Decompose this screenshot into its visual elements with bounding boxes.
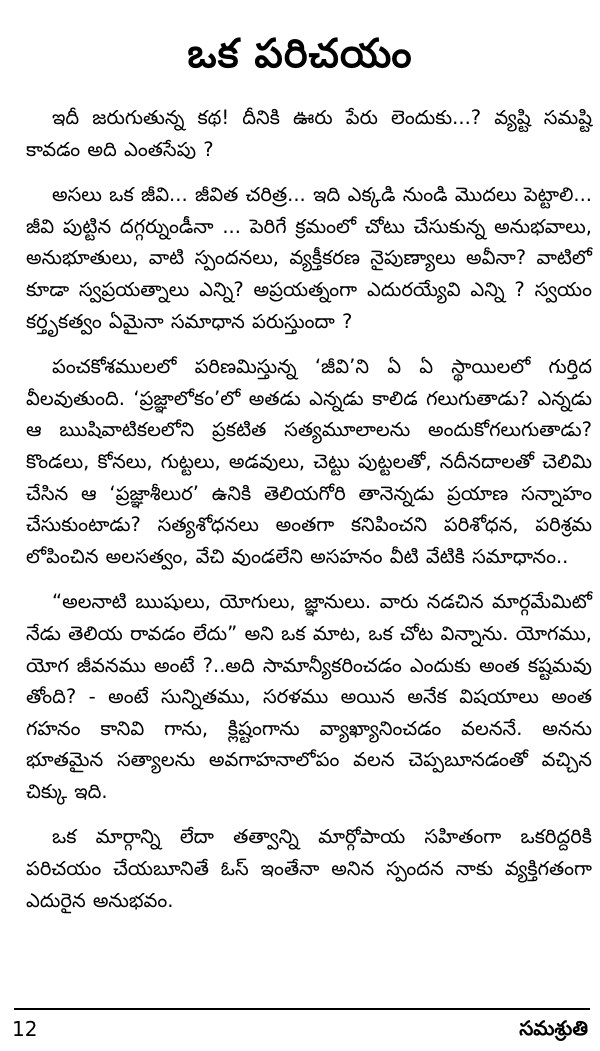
paragraph-2: అసలు ఒక జీవి... జీవిత చరిత్ర... ఇది ఎక్కడి నుండి మొదలు పెట్టాలి... జీవి పుట్టిన దగ్గర్నుండీనా ... పెరిగే క్రమంలో చోటు చేసుకున్న అనుభవాలు, అనుభూతులు, వాటి స్పందనలు, వ్యక్తీకరణ నైపుణ్యాలు అవీనా? వాటిలో కూడా స్వప్రయత్నాలు ఎన్ని? అప్రయత్నంగా ఎదురయ్యేవి ఎన్ని ? స్వయం కర్తృకత్వం ఏమైనా సమాధాన పరుస్తుందా ? xyxy=(26,183,592,333)
paragraph-4: “అలనాటి ఋషులు, యోగులు, జ్ఞానులు. వారు నడచిన మార్గమేమిటో నేడు తెలియ రావడం లేదు” అని ఒక మాట, ఒక చోట విన్నాను. యోగము, యోగ జీవనము అంటే ?..అది సామాన్యీకరించడం ఎందుకు అంత కష్టమవు తోంది? - అంటే సున్నితము, సరళము అయిన అనేక విషయాలు అంత గహనం కానివి గాను, క్లిష్టంగాను వ్యాఖ్యానించడం వలననే. అనను భూతమైన సత్యాలను అవగాహనాలోపం వలన చెప్పబూనడంతో వచ్చిన చిక్కు ఇది. xyxy=(26,590,592,803)
paragraph-1: ఇదీ జరుగుతున్న కథ! దీనికి ఊరు పేరు లెందుకు...? వ్యష్టి సమష్టి కావడం అది ఎంతసేపు ? xyxy=(26,106,592,161)
footer-divider xyxy=(14,1008,590,1010)
paragraph-5: ఒక మార్గాన్ని లేదా తత్వాన్ని మార్గోపాయ సహితంగా ఒకరిద్దరికి పరిచయం చేయబూనితే ఓస్ ఇంతేనా అనిన స్పందన నాకు వ్యక్తిగతంగా ఎదురైన అనుభవం. xyxy=(26,825,592,912)
paragraph-3: పంచకోశములలో పరిణమిస్తున్న ‘జీవి’ని ఏ ఏ స్థాయిలలో గుర్తిద వీలవుతుంది. ‘ప్రజ్ఞాలోకం’లో అతడు ఎన్నడు కాలిడ గలుగుతాడు? ఎన్నడు ఆ ఋషివాటికలలోని ప్రకటిత సత్యమూలాలను అందుకోగలుగుతాడు? కొండలు, కోనలు, గుట్టలు, అడవులు, చెట్టు పుట్టలతో, నదీనదాలతో చెలిమి చేసిన ఆ ‘ప్రజ్ఞాశీలుర’ ఉనికి తెలియగోరి తానెన్నడు ప్రయాణ సన్నాహం చేసుకుంటాడు? సత్యశోధనలు అంతగా కనిపించని పరిశోధన, పరిశ్రమ లోపించిన అలసత్వం, వేచి వుండలేని అసహనం వీటి వేటికి సమాధానం.. xyxy=(26,355,592,568)
book-name: సమశ్రుతి xyxy=(519,1016,588,1040)
chapter-body xyxy=(26,102,592,930)
page-number: 12 xyxy=(12,1017,38,1041)
chapter-title: ఒక పరిచయం xyxy=(187,31,413,77)
